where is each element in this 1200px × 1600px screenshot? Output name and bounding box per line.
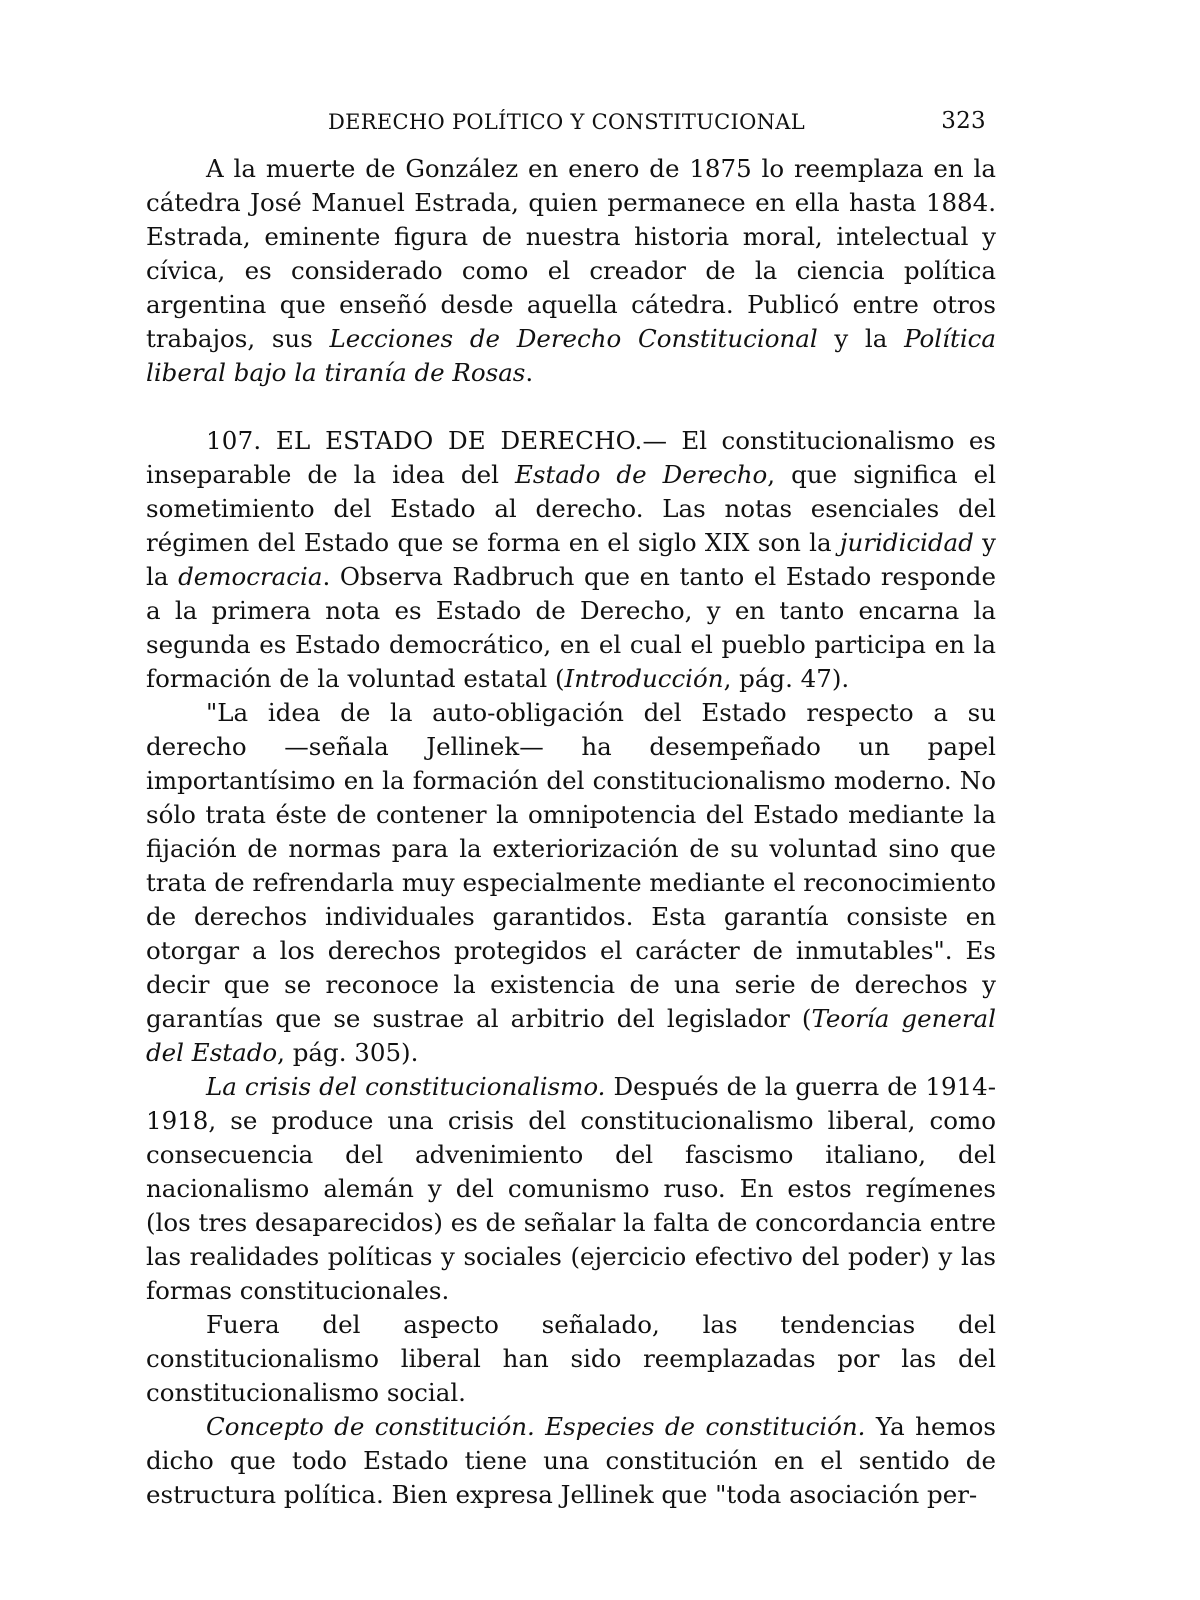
subheading-crisis: La crisis del constitucionalismo.: [206, 1072, 606, 1101]
paragraph-crisis: [146, 1070, 996, 1308]
page-number: 323: [941, 108, 986, 134]
text-run: — El constitucionalismo es inseparable de la idea del: [146, 426, 996, 489]
paragraph-estrada: [146, 152, 996, 390]
running-header: [146, 100, 996, 140]
text-run: y la: [817, 324, 905, 353]
text-run: Después de la guerra de 1914-1918, se produce una crisis del constitucionalismo liberal, como consecuencia del advenimiento del fascismo italiano, del nacionalismo alemán y del comunismo ruso. En estos regímenes (los tres desaparecidos) es de señalar la falta de concordancia entre las realidades políticas y sociales (ejercicio efectivo del poder) y las formas constitucionales.: [146, 1072, 997, 1305]
section-heading: 107. EL ESTADO DE DERECHO.: [206, 426, 643, 455]
text-run: A la muerte de González en enero de 1875 lo reemplaza en la cátedra José Manuel Estrada, quien permanece en ella hasta 1884. Estrada, eminente figura de nuestra historia moral, intelectual y cívica, es considerado como el creador de la ciencia política argentina que enseñó desde aquella cátedra. Publicó entre otros trabajos, sus: [146, 154, 996, 353]
running-title: DERECHO POLÍTICO Y CONSTITUCIONAL: [328, 110, 805, 134]
text-run: y la: [146, 528, 996, 591]
paragraph-estado-de-derecho: [146, 424, 996, 696]
text-run: , que significa el sometimiento del Estado al derecho. Las notas esenciales del régimen del Estado que se forma en el siglo XIX son la: [146, 460, 996, 557]
text-run: .: [525, 358, 534, 387]
book-title-lecciones: Lecciones de Derecho Constitucional: [329, 324, 818, 353]
subheading-concepto: Concepto de constitución. Especies de constitución.: [206, 1412, 866, 1441]
paragraph-concepto: [146, 1410, 996, 1512]
emphasis-democracia: democracia: [178, 562, 323, 591]
paragraph-jellinek-quote: [146, 696, 996, 1070]
book-title-politica-liberal: Política liberal bajo la tiranía de Rosas: [146, 324, 996, 387]
emphasis-juridicidad: juridicidad: [839, 528, 974, 557]
book-title-introduccion: Introducción: [564, 664, 724, 693]
body-text: [146, 152, 996, 1512]
text-run: "La idea de la auto-obligación del Estado respecto a su derecho —señala Jellinek— ha desempeñado un papel importantísimo en la formación del constitucionalismo moderno. No sólo trata éste de contener la omnipotencia del Estado mediante la fijación de normas para la exteriorización de su voluntad sino que trata de refrendarla muy especialmente mediante el reconocimiento de derechos individuales garantidos. Esta garantía consiste en otorgar a los derechos protegidos el carácter de inmutables". Es decir que se reconoce la existencia de una serie de derechos y garantías que se sustrae al arbitrio del legislador (: [146, 698, 997, 1033]
text-run: , pág. 305).: [277, 1038, 419, 1067]
text-run: Fuera del aspecto señalado, las tendencias del constitucionalismo liberal han sido reemplazadas por las del constitucionalismo social.: [146, 1310, 996, 1407]
text-run: , pág. 47).: [723, 664, 850, 693]
emphasis-estado-de-derecho: Estado de Derecho: [514, 460, 768, 489]
text-run: Ya hemos dicho que todo Estado tiene una constitución en el sentido de estructura política. Bien expresa Jellinek que "toda asociación per-: [146, 1412, 996, 1509]
paragraph-tendencias: [146, 1308, 996, 1410]
book-page: [146, 100, 996, 1512]
book-title-teoria-general: Teoría general del Estado: [146, 1004, 996, 1067]
text-run: . Observa Radbruch que en tanto el Estado responde a la primera nota es Estado de Derecho, y en tanto encarna la segunda es Estado democrático, en el cual el pueblo participa en la formación de la voluntad estatal (: [146, 562, 996, 693]
